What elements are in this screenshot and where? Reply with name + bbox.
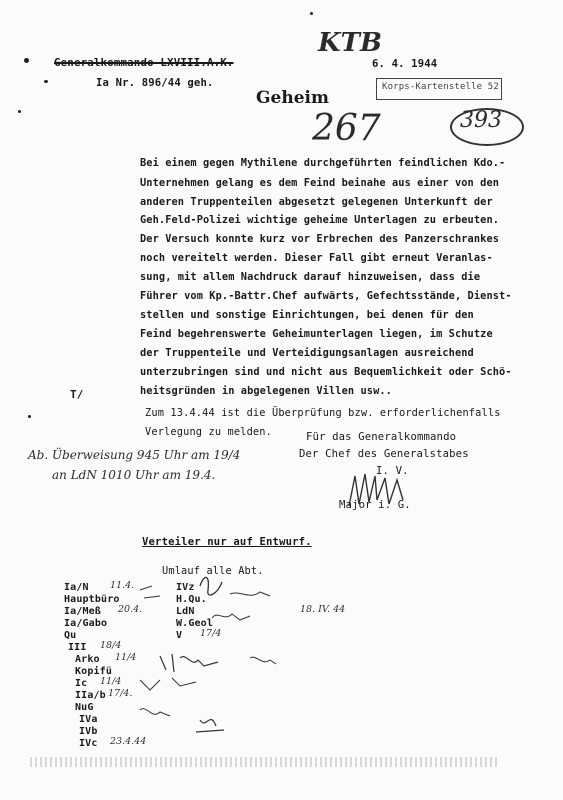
scan-speck bbox=[44, 80, 48, 83]
ktb-mark: KTB bbox=[318, 28, 382, 58]
archive-stamp-text: Korps-Kartenstelle 52 bbox=[382, 82, 499, 92]
scan-speck bbox=[28, 415, 31, 418]
body-line: heitsgründen in abgelegenen Villen usw.. bbox=[140, 385, 392, 397]
document-date: 6. 4. 1944 bbox=[372, 58, 438, 70]
scan-bottom-noise bbox=[30, 757, 500, 767]
distribution-heading: Verteiler nur auf Entwurf. bbox=[142, 536, 312, 548]
signature-line-1: Für das Generalkommando bbox=[306, 431, 457, 443]
distribution-entry: Ia/N bbox=[64, 582, 89, 593]
distribution-entry: V bbox=[176, 630, 183, 641]
scan-speck bbox=[18, 110, 21, 113]
distribution-entry: LdN bbox=[176, 606, 195, 617]
distribution-handwritten-note: 11.4. bbox=[110, 580, 135, 591]
body-line: Führer vom Kp.-Battr.Chef aufwärts, Gefechtsstände, Dienst- bbox=[140, 290, 512, 302]
distribution-entry: III bbox=[68, 642, 87, 653]
distribution-umlauf: Umlauf alle Abt. bbox=[162, 565, 264, 577]
distribution-entry: Kopifü bbox=[75, 666, 113, 677]
signature-line-3: I. V. bbox=[376, 465, 409, 477]
distribution-entry: Ia/Gabo bbox=[64, 618, 108, 629]
distribution-entry: IVz bbox=[176, 582, 195, 593]
body-line: stellen und sonstige Einrichtungen, bei denen für den bbox=[140, 309, 474, 321]
distribution-handwritten-note: 18/4 bbox=[100, 640, 122, 651]
reference-number: Ia Nr. 896/44 geh. bbox=[96, 77, 214, 89]
scan-speck bbox=[310, 12, 313, 15]
distribution-entry: Ia/Meß bbox=[64, 606, 102, 617]
distribution-handwritten-note: 11/4 bbox=[100, 676, 122, 687]
distribution-entry: Arko bbox=[75, 654, 100, 665]
handwritten-number: 267 bbox=[312, 108, 381, 149]
body-line: Der Versuch konnte kurz vor Erbrechen des Panzerschrankes bbox=[140, 233, 500, 245]
distribution-entry: Hauptbüro bbox=[64, 594, 120, 605]
handwritten-note-line-2: an LdN 1010 Uhr am 19.4. bbox=[52, 468, 216, 482]
body-line: Unternehmen gelang es dem Feind beinahe aus einer von den bbox=[140, 177, 500, 189]
t-mark: T/ bbox=[70, 388, 84, 401]
distribution-entry: Ic bbox=[75, 678, 88, 689]
body-line: noch vereitelt werden. Dieser Fall gibt erneut Veranlas- bbox=[140, 252, 493, 264]
distribution-entry: NuG bbox=[75, 702, 94, 713]
circled-number: 393 bbox=[460, 108, 502, 133]
signature-line-2: Der Chef des Generalstabes bbox=[299, 448, 469, 460]
distribution-entry: IVa bbox=[79, 714, 98, 725]
classification-label: Geheim bbox=[256, 88, 329, 108]
body-line: Geh.Feld-Polizei wichtige geheime Unterlagen zu erbeuten. bbox=[140, 214, 500, 226]
body-line: anderen Truppenteilen abgesetzt gelegenen Unterkunft der bbox=[140, 196, 493, 208]
body-line: unterzubringen sind und nicht aus Bequemlichkeit oder Schö- bbox=[140, 366, 512, 378]
distribution-handwritten-note: 17/4. bbox=[108, 688, 133, 699]
distribution-handwritten-note: 11/4 bbox=[115, 652, 137, 663]
body-line: der Truppenteile und Verteidigungsanlagen ausreichend bbox=[140, 347, 474, 359]
handwritten-note-line-1: Ab. Überweisung 945 Uhr am 19/4 bbox=[28, 448, 241, 462]
distribution-entry: H.Qu. bbox=[176, 594, 207, 605]
distribution-entry: W.Geol bbox=[176, 618, 214, 629]
body-line: Feind begehrenswerte Geheimunterlagen liegen, im Schutze bbox=[140, 328, 493, 340]
deadline-line-1: Zum 13.4.44 ist die Überprüfung bzw. erforderlichenfalls bbox=[145, 407, 501, 419]
distribution-handwritten-note: 23.4.44 bbox=[110, 736, 147, 747]
signature-rank: Major i. G. bbox=[339, 499, 411, 511]
body-line: sung, mit allem Nachdruck darauf hinzuweisen, dass die bbox=[140, 271, 481, 283]
distribution-entry: IIa/b bbox=[75, 690, 106, 701]
distribution-handwritten-note: 18. IV. 44 bbox=[300, 604, 346, 615]
body-line: Bei einem gegen Mythilene durchgeführten feindlichen Kdo.- bbox=[140, 157, 506, 169]
distribution-entry: IVb bbox=[79, 726, 98, 737]
distribution-handwritten-note: 17/4 bbox=[200, 628, 222, 639]
unit-heading: Generalkommando LXVIII.A.K. bbox=[54, 56, 234, 69]
deadline-line-2: Verlegung zu melden. bbox=[145, 426, 272, 438]
distribution-entry: Qu bbox=[64, 630, 77, 641]
distribution-entry: IVc bbox=[79, 738, 98, 749]
handwritten-scribbles bbox=[100, 570, 360, 750]
scan-speck bbox=[24, 58, 29, 63]
distribution-handwritten-note: 20.4. bbox=[118, 604, 143, 615]
